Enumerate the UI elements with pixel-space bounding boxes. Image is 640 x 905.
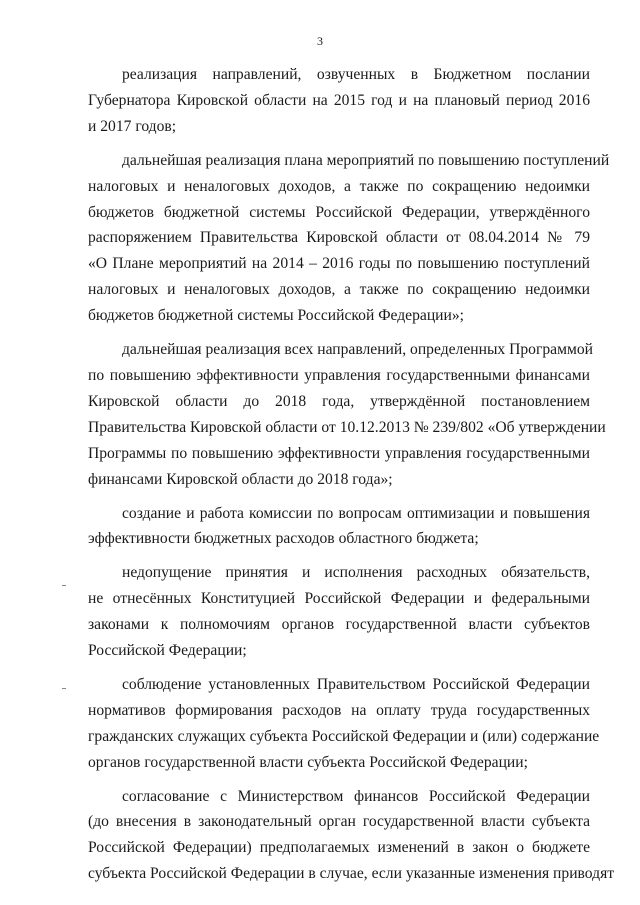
text-line: Российской Федерации) предполагаемых изменений в закон о бюджете <box>88 839 590 857</box>
paragraph <box>88 560 590 664</box>
text-line: субъекта Российской Федерации в случае, если указанные изменения приводят <box>88 865 615 883</box>
text-line: «О Плане мероприятий на 2014 – 2016 годы по повышению поступлений <box>88 255 590 273</box>
text-line: распоряжением Правительства Кировской области от 08.04.2014 № 79 <box>88 229 590 247</box>
text-line: бюджетов бюджетной системы Российской Федерации»; <box>88 307 464 325</box>
text-line: создание и работа комиссии по вопросам оптимизации и повышения <box>122 504 590 522</box>
text-line: бюджетов бюджетной системы Российской Федерации, утверждённого <box>88 203 590 221</box>
text-line: нормативов формирования расходов на оплату труда государственных <box>88 701 590 719</box>
text-line: Кировской области до 2018 года, утверждённой постановлением <box>88 392 590 410</box>
text-line: дальнейшая реализация плана мероприятий по повышению поступлений <box>122 151 610 169</box>
paragraph <box>88 501 590 553</box>
text-line: Губернатора Кировской области на 2015 год и на плановый период 2016 <box>88 91 590 109</box>
text-line: налоговых и неналоговых доходов, а также по сокращению недоимки <box>88 177 590 195</box>
document-body <box>88 62 615 887</box>
paragraph <box>88 148 610 329</box>
text-line: законами к полномочиям органов государственной власти субъектов <box>88 616 590 634</box>
margin-mark <box>62 688 66 689</box>
text-line: недопущение принятия и исполнения расходных обязательств, <box>122 564 590 582</box>
paragraph <box>88 672 600 776</box>
text-line: Программы по повышению эффективности управления государственными <box>88 444 590 462</box>
text-line: не отнесённых Конституцией Российской Федерации и федеральными <box>88 590 590 608</box>
text-line: и 2017 годов; <box>88 117 177 135</box>
paragraph <box>88 62 590 140</box>
text-line: реализация направлений, озвученных в Бюджетном послании <box>122 66 590 83</box>
text-line: согласование с Министерством финансов Российской Федерации <box>122 787 590 805</box>
text-line: по повышению эффективности управления государственными финансами <box>88 366 590 384</box>
text-line: эффективности бюджетных расходов областного бюджета; <box>88 530 479 548</box>
margin-mark <box>62 585 66 586</box>
paragraph <box>88 784 615 888</box>
text-line: дальнейшая реализация всех направлений, определенных Программой <box>122 341 593 359</box>
paragraph <box>88 337 606 492</box>
text-line: органов государственной власти субъекта Российской Федерации; <box>88 753 528 771</box>
text-line: соблюдение установленных Правительством Российской Федерации <box>122 675 590 693</box>
text-line: финансами Кировской области до 2018 года»; <box>88 470 393 488</box>
text-line: Правительства Кировской области от 10.12.2013 № 239/802 «Об утверждении <box>88 418 606 436</box>
text-line: Российской Федерации; <box>88 642 247 660</box>
text-line: (до внесения в законодательный орган государственной власти субъекта <box>88 813 590 831</box>
text-line: налоговых и неналоговых доходов, а также по сокращению недоимки <box>88 281 590 299</box>
text-line: гражданских служащих субъекта Российской Федерации и (или) содержание <box>88 727 600 745</box>
page-number: 3 <box>317 34 323 48</box>
